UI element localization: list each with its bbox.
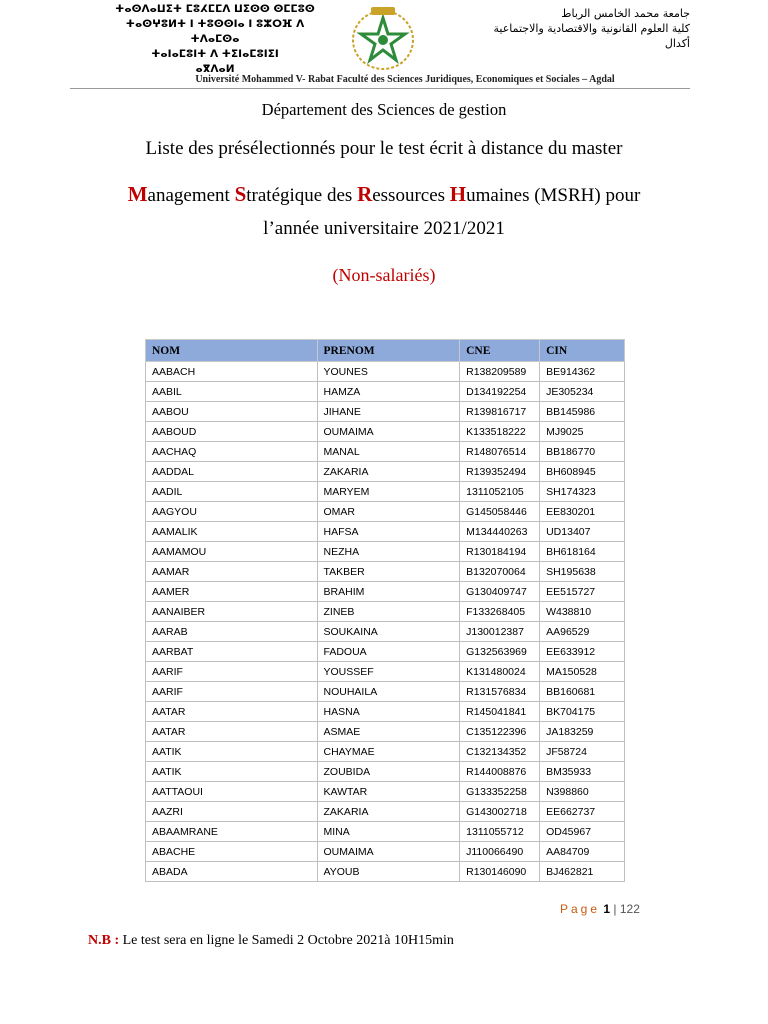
cell-cne: J130012387 (460, 622, 540, 642)
title-word: umaines (MSRH) pour (466, 185, 641, 206)
cell-cin: W438810 (540, 602, 625, 622)
cell-prenom: HASNA (317, 702, 460, 722)
cell-prenom: JIHANE (317, 402, 460, 422)
cell-cne: R144008876 (460, 762, 540, 782)
cell-nom: AARIF (146, 682, 318, 702)
arabic-header (455, 6, 690, 51)
table-row (146, 822, 625, 842)
column-header-cin: CIN (540, 340, 625, 362)
cell-nom: AARAB (146, 622, 318, 642)
cell-cin: MJ9025 (540, 422, 625, 442)
cell-cne: 1311055712 (460, 822, 540, 842)
table-row (146, 742, 625, 762)
cell-prenom: BRAHIM (317, 582, 460, 602)
table-row (146, 682, 625, 702)
cell-prenom: NOUHAILA (317, 682, 460, 702)
table-row (146, 722, 625, 742)
cell-cne: 1311052105 (460, 482, 540, 502)
cell-prenom: OUMAIMA (317, 422, 460, 442)
cell-cne: J110066490 (460, 842, 540, 862)
cell-cin: AA96529 (540, 622, 625, 642)
page-separator: | (613, 902, 617, 916)
cell-nom: AABACH (146, 362, 318, 382)
cell-cin: EE830201 (540, 502, 625, 522)
cell-nom: ABAAMRANE (146, 822, 318, 842)
cell-prenom: NEZHA (317, 542, 460, 562)
tifinagh-line: ⵜⴰⵙⵖⵓⵍⵜ ⵏ ⵜⵓⵙⵙⵏⴰ ⵏ ⵓⵣⵔⴼ ⴷ ⵜⴷⴰⵎⵙⴰ (125, 18, 305, 45)
table-row (146, 622, 625, 642)
cell-prenom: MANAL (317, 442, 460, 462)
academic-year-line: l’année universitaire 2021/2021 (263, 218, 505, 239)
cell-cin: BB186770 (540, 442, 625, 462)
column-header-cne: CNE (460, 340, 540, 362)
cell-nom: AAMER (146, 582, 318, 602)
arabic-line: كلية العلوم القانونية والاقتصادية والاجتماعية (493, 22, 690, 35)
cell-prenom: ZAKARIA (317, 802, 460, 822)
cell-cne: R139352494 (460, 462, 540, 482)
tifinagh-line: ⴰⴳⴷⴰⵍ (195, 63, 235, 75)
cell-nom: ABACHE (146, 842, 318, 862)
title-word: essources (372, 185, 450, 206)
cell-prenom: HAMZA (317, 382, 460, 402)
cell-cne: G132563969 (460, 642, 540, 662)
title-initial: R (357, 182, 373, 206)
cell-cne: R145041841 (460, 702, 540, 722)
university-emblem-icon (345, 4, 421, 72)
cell-nom: AABOUD (146, 422, 318, 442)
cell-cne: R130184194 (460, 542, 540, 562)
cell-cin: BE914362 (540, 362, 625, 382)
cell-prenom: TAKBER (317, 562, 460, 582)
cell-cne: G133352258 (460, 782, 540, 802)
cell-nom: AAMAR (146, 562, 318, 582)
table-row (146, 542, 625, 562)
tifinagh-line: ⵜⴰⵏⴰⵎⵓⵏⵜ ⴷ ⵜⵉⵏⴰⵎⵓⵏⵉⵏ (151, 48, 279, 60)
cell-cne: K133518222 (460, 422, 540, 442)
cell-cin: OD45967 (540, 822, 625, 842)
cell-cin: N398860 (540, 782, 625, 802)
cell-prenom: ZINEB (317, 602, 460, 622)
cell-nom: AATIK (146, 742, 318, 762)
header-divider (70, 88, 690, 89)
university-name-line: Université Mohammed V- Rabat Faculté des Sciences Juridiques, Economiques et Sociales – Agdal (195, 74, 615, 85)
cell-prenom: MARYEM (317, 482, 460, 502)
tifinagh-line: ⵜⴰⵙⴷⴰⵡⵉⵜ ⵎⵓⵃⵎⵎⴷ ⵡⵉⵙⵙ ⵙⵎⵎⵓⵙ (115, 3, 315, 15)
cell-prenom: ZAKARIA (317, 462, 460, 482)
cell-prenom: FADOUA (317, 642, 460, 662)
tifinagh-header (100, 2, 330, 77)
cell-nom: AANAIBER (146, 602, 318, 622)
page-word: Page (560, 902, 601, 916)
cell-prenom: HAFSA (317, 522, 460, 542)
table-row (146, 402, 625, 422)
cell-prenom: YOUSSEF (317, 662, 460, 682)
cell-cne: F133268405 (460, 602, 540, 622)
cell-cin: JA183259 (540, 722, 625, 742)
cell-nom: ABADA (146, 862, 318, 882)
title-initial: M (127, 182, 148, 206)
table-row (146, 842, 625, 862)
cell-cne: G143002718 (460, 802, 540, 822)
cell-nom: AACHAQ (146, 442, 318, 462)
cell-nom: AAMALIK (146, 522, 318, 542)
cell-nom: AADIL (146, 482, 318, 502)
cell-cne: C132134352 (460, 742, 540, 762)
cell-prenom: ZOUBIDA (317, 762, 460, 782)
cell-nom: AARBAT (146, 642, 318, 662)
table-row (146, 802, 625, 822)
cell-cin: MA150528 (540, 662, 625, 682)
cell-cin: BH618164 (540, 542, 625, 562)
cell-prenom: SOUKAINA (317, 622, 460, 642)
cell-cin: EE633912 (540, 642, 625, 662)
cell-cin: JF58724 (540, 742, 625, 762)
column-header-nom: NOM (146, 340, 318, 362)
table-row (146, 502, 625, 522)
cell-cin: SH195638 (540, 562, 625, 582)
cell-nom: AARIF (146, 662, 318, 682)
cell-prenom: MINA (317, 822, 460, 842)
master-title (0, 182, 768, 207)
table-row (146, 702, 625, 722)
candidates-table (145, 339, 625, 882)
cell-cne: R131576834 (460, 682, 540, 702)
table-row (146, 642, 625, 662)
cell-cne: M134440263 (460, 522, 540, 542)
category-subtitle: (Non-salariés) (332, 265, 436, 285)
cell-cin: UD13407 (540, 522, 625, 542)
table-row (146, 362, 625, 382)
title-initial: S (234, 182, 247, 206)
cell-cne: R139816717 (460, 402, 540, 422)
cell-cin: BB145986 (540, 402, 625, 422)
table-row (146, 782, 625, 802)
page-total: 122 (619, 902, 640, 916)
cell-nom: AABIL (146, 382, 318, 402)
arabic-line: جامعة محمد الخامس الرباط (561, 7, 690, 20)
document-title-line1: Liste des présélectionnés pour le test écrit à distance du master (145, 138, 623, 159)
title-initial: H (449, 182, 467, 206)
cell-cin: BB160681 (540, 682, 625, 702)
cell-nom: AADDAL (146, 462, 318, 482)
cell-cne: D134192254 (460, 382, 540, 402)
cell-cin: BK704175 (540, 702, 625, 722)
cell-cne: C135122396 (460, 722, 540, 742)
cell-prenom: OUMAIMA (317, 842, 460, 862)
cell-cin: BM35933 (540, 762, 625, 782)
cell-cin: EE662737 (540, 802, 625, 822)
table-row (146, 382, 625, 402)
cell-nom: AAGYOU (146, 502, 318, 522)
table-row (146, 462, 625, 482)
cell-cin: EE515727 (540, 582, 625, 602)
note-text: Le test sera en ligne le Samedi 2 Octobre 2021à 10H15min (119, 933, 454, 948)
table-row (146, 662, 625, 682)
department-heading: Département des Sciences de gestion (261, 100, 507, 119)
table-row (146, 602, 625, 622)
table-row (146, 562, 625, 582)
table-row (146, 422, 625, 442)
cell-cne: R148076514 (460, 442, 540, 462)
cell-cin: BJ462821 (540, 862, 625, 882)
table-header-row (146, 340, 625, 362)
arabic-line: أكدال (664, 37, 690, 50)
cell-nom: AABOU (146, 402, 318, 422)
cell-prenom: YOUNES (317, 362, 460, 382)
cell-nom: AATTAOUI (146, 782, 318, 802)
table-row (146, 862, 625, 882)
cell-prenom: OMAR (317, 502, 460, 522)
cell-cne: B132070064 (460, 562, 540, 582)
cell-nom: AATAR (146, 722, 318, 742)
cell-prenom: AYOUB (317, 862, 460, 882)
cell-cne: R138209589 (460, 362, 540, 382)
table-row (146, 522, 625, 542)
note (88, 933, 454, 949)
page-current: 1 (603, 902, 611, 916)
cell-prenom: ASMAE (317, 722, 460, 742)
title-word: anagement (147, 185, 235, 206)
cell-nom: AAMAMOU (146, 542, 318, 562)
cell-cin: BH608945 (540, 462, 625, 482)
table-row (146, 482, 625, 502)
cell-cne: G130409747 (460, 582, 540, 602)
cell-cne: R130146090 (460, 862, 540, 882)
cell-nom: AATIK (146, 762, 318, 782)
cell-prenom: CHAYMAE (317, 742, 460, 762)
cell-cin: AA84709 (540, 842, 625, 862)
column-header-prenom: PRENOM (317, 340, 460, 362)
cell-prenom: KAWTAR (317, 782, 460, 802)
cell-nom: AAZRI (146, 802, 318, 822)
title-word: tratégique des (246, 185, 358, 206)
table-row (146, 762, 625, 782)
cell-nom: AATAR (146, 702, 318, 722)
table-row (146, 442, 625, 462)
cell-cne: G145058446 (460, 502, 540, 522)
note-label: N.B : (88, 933, 120, 948)
page-number (560, 902, 670, 916)
cell-cne: K131480024 (460, 662, 540, 682)
cell-cin: SH174323 (540, 482, 625, 502)
table-row (146, 582, 625, 602)
cell-cin: JE305234 (540, 382, 625, 402)
table-body (146, 362, 625, 882)
